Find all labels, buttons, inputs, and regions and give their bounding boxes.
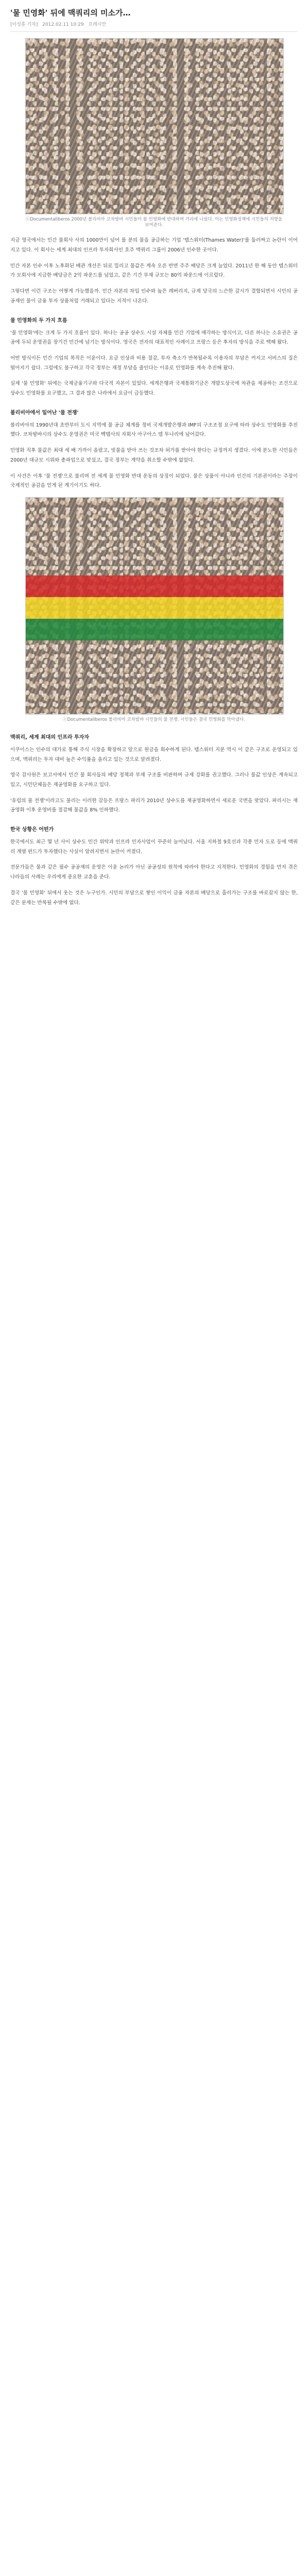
article-body-part-2 (10, 733, 298, 908)
body-paragraph: 영국 감사원은 보고서에서 민간 물 회사들의 배당 정책과 부채 구조를 비판하며 규제 강화를 권고했다. 그러나 물값 인상은 계속되고 있고, 시민단체들은 재공영화를 요구하고 있다. (10, 772, 298, 788)
body-paragraph: 민간 자본 인수 이후 노후화된 배관 개선은 뒤로 밀리고 물값은 계속 오른 반면 주주 배당은 크게 늘었다. 2011년 한 해 동안 템스워터가 모회사에 지급한 배당금은 2억 파운드를 넘었고, 같은 기간 부채 규모는 80억 파운드에 이르렀다. (10, 263, 298, 279)
article-byline: [이성훈 기자] (10, 22, 38, 27)
body-paragraph: 볼리비아의 1990년대 초반부터 도시 지역에 물 공급 체계를 정비 국제개발은행과 IMF의 구조조정 요구에 따라 상수도 민영화를 추진했다. 코차밤바시의 상수도 운영권은 미국 벡텔사의 자회사 아구아스 델 투나리에 넘어갔다. (10, 422, 298, 438)
body-paragraph: 결국 '물 민영화' 뒤에서 웃는 것은 누구인가. 시민의 부담으로 쌓인 이익이 금융 자본의 배당으로 흘러가는 구조를 바로잡지 않는 한, 같은 문제는 반복될 수밖에 없다. (10, 890, 298, 906)
body-paragraph: 그렇다면 이런 구조는 어떻게 가능했을까. 민간 자본의 차입 인수와 높은 레버리지, 규제 당국의 느슨한 감시가 결합되면서 시민의 공공재인 물이 금융 투자 상품처럼 거래되고 있다는 지적이 나온다. (10, 289, 298, 304)
article-page (0, 0, 308, 929)
figure-caption-1: ⓒDocumentaliberos 2000년 볼리비아 코차밤바 시민들이 물 민영화에 반대하며 거리에 나섰다. 이는 민영화정책에 시민들의 저항을 보여준다. (25, 216, 283, 228)
body-paragraph: 어떤 방식이든 민간 기업의 목적은 이윤이다. 요금 인상과 비용 절감, 투자 축소가 반복될수록 이용자의 부담은 커지고 서비스의 질은 떨어지기 쉽다. 그럼에도 불구하고 각국 정부는 재정 부담을 줄인다는 이유로 민영화를 계속 추진해 왔다. (10, 355, 298, 371)
body-paragraph: 이 사건은 이후 '물 전쟁'으로 불리며 전 세계 물 민영화 반대 운동의 상징이 되었다. 물은 상품이 아니라 인간의 기본권이라는 주장이 국제적인 공감을 얻게 된 계기이기도 하다. (10, 473, 298, 489)
section-heading: 한국 상황은 어떤가 (10, 827, 54, 833)
body-paragraph: 실제 '물 민영화' 뒤에는 국제금융기구와 다국적 자본이 있었다. 세계은행과 국제통화기금은 개발도상국에 차관을 제공하는 조건으로 상수도 민영화를 요구했고, 그 결과 많은 나라에서 요금이 급등했다. (10, 381, 298, 397)
figure-caption-2: ⓒDocumentaliberos 볼리비아 코차밤바 시민들의 물 전쟁. 시민들은 결국 민영화를 막아냈다. (63, 717, 245, 722)
article-title: '물 민영화' 뒤에 맥쿼리의 미소가… (10, 8, 131, 18)
body-paragraph: 한국에서도 최근 몇 년 사이 상수도 민간 위탁과 인프라 민자사업이 꾸준히 늘어났다. 서울 지하철 9호선과 각종 민자 도로 등에 맥쿼리 계열 펀드가 투자했다는 사실이 알려지면서 논란이 커졌다. (10, 839, 298, 855)
article-figure-2 (25, 497, 283, 723)
crowd-photo-1 (25, 38, 284, 214)
body-paragraph: '유럽의 물 전쟁'이라고도 불리는 이러한 갈등은 프랑스 파리가 2010년 상수도를 재공영화하면서 새로운 국면을 맞았다. 파리시는 재공영화 이후 운영비를 절감해 물값을 8% 인하했다. (10, 798, 298, 814)
section-heading: 물 민영화의 두 가지 흐름 (10, 317, 67, 324)
body-paragraph: 전문가들은 물과 같은 필수 공공재의 운영은 이윤 논리가 아닌 공공성의 원칙에 따라야 한다고 지적한다. 민영화의 경험을 먼저 겪은 나라들의 사례는 우리에게 중요한 교훈을 준다. (10, 865, 298, 880)
article-body-part-1 (10, 236, 298, 491)
section-heading: 맥쿼리, 세계 최대의 인프라 투자자 (10, 734, 89, 740)
body-paragraph: 이쿠이스는 인수의 대가로 통해 주식 시장을 확장하고 앞으로 원금을 회수하게 된다. 템스워터 지분 역시 이 같은 구조로 운영되고 있으며, 맥쿼리는 투자 대비 높은 수익률을 올리고 있는 것으로 알려졌다. (10, 747, 298, 762)
body-paragraph: '물 민영화'에는 크게 두 가지 흐름이 있다. 하나는 공공 상수도 시설 자체를 민간 기업에 매각하는 방식이고, 다른 하나는 소유권은 공공에 두되 운영권을 장기간 민간에 넘기는 방식이다. 영국은 전자의 대표적인 사례이고 프랑스 등은 후자의 방식을 주로 택해 왔다. (10, 330, 298, 346)
crowd-photo-2 (25, 497, 284, 715)
article-date: 2012.02.11 10:29 (42, 22, 84, 27)
article-figure-1 (25, 38, 283, 229)
article-source: 프레시안 (88, 22, 107, 27)
body-paragraph: 민영화 직후 물값은 최대 세 배 가까이 올랐고, 빗물을 받아 쓰는 것조차 허가를 받아야 한다는 규정까지 생겼다. 이에 분노한 시민들은 2000년 대규모 시위와 총파업으로 맞섰고, 결국 정부는 계약을 취소할 수밖에 없었다. (10, 448, 298, 463)
section-heading: 볼리비아에서 일어난 '물 전쟁' (10, 410, 79, 416)
article-meta (10, 21, 298, 32)
body-paragraph: 지금 영국에서는 민간 물회사 사의 1000만이 넘어 를 분의 물을 공급하는 기업 '템스워터(Thames Water)'를 둘러싸고 논란이 이어지고 있다. 이 회사는 세계 최대의 인프라 투자회사인 호주 맥쿼리 그룹이 2006년 인수한 곳이다. (10, 238, 298, 253)
